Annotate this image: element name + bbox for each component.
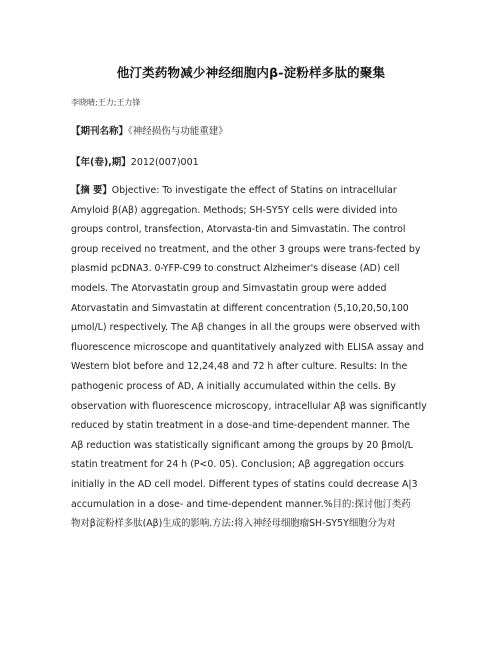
abstract-line: Aβ reduction was statistically significant among the groups by 20 βmol/L [71, 439, 413, 451]
year-label: 【年(卷),期】 [71, 157, 131, 168]
authors: 李晓晴;王力;王力锋 [71, 98, 141, 107]
abstract-line: models. The Atorvastatin group and Simvastatin group were added [71, 282, 387, 294]
journal-value: 《神经损伤与功能重建》 [128, 126, 228, 137]
abstract-line: accumulation in a dose- and time-dependent manner.%目的:探讨他汀类药 [71, 498, 411, 510]
year-field [71, 154, 199, 168]
abstract-line: Western blot before and 12,24,48 and 72 h after culture. Results: In the [71, 361, 408, 373]
abstract-line: fluorescence microscope and quantitatively analyzed with ELISA assay and [71, 341, 424, 353]
abstract-label: 【摘 要】 [71, 185, 112, 196]
abstract-line: μmol/L) respectively. The Aβ changes in all the groups were observed with [71, 322, 421, 334]
abstract-line: Atorvastatin and Simvastatin at different concentration (5,10,20,50,100 [71, 302, 409, 314]
year-value: 2012(007)001 [130, 157, 199, 168]
abstract-line: 【摘 要】Objective: To investigate the effect of Statins on intracellular [71, 185, 397, 196]
journal-label: 【期刊名称】 [71, 126, 129, 137]
abstract-line: reduced by statin treatment in a dose-and time-dependent manner. The [71, 420, 410, 432]
abstract-line: group received no treatment, and the other 3 groups were trans-fected by [71, 243, 421, 255]
paper-title: 他汀类药物减少神经细胞内β-淀粉样多肽的聚集 [116, 65, 386, 80]
journal-field [71, 123, 228, 137]
abstract-line: plasmid pcDNA3. 0-YFP-C99 to construct Alzheimer's disease (AD) cell [71, 263, 400, 275]
abstract-line: pathogenic process of AD, A initially accumulated within the cells. By [71, 380, 396, 392]
abstract-line: groups control, transfection, Atorvasta-tin and Simvastatin. The control [71, 224, 406, 236]
abstract-line: Amyloid β(Aβ) aggregation. Methods; SH-SY5Y cells were divided into [71, 204, 398, 216]
abstract-line: 物对β淀粉样多肽(Aβ)生成的影响.方法:将入神经母细胞瘤SH-SY5Y细胞分为对 [71, 518, 396, 530]
abstract-line: statin treatment for 24 h (P<0. 05). Conclusion; Aβ aggregation occurs [71, 459, 404, 471]
abstract [71, 181, 443, 534]
abstract-line: initially in the AD cell model. Different types of statins could decrease A|3 [71, 478, 418, 490]
abstract-line: observation with fluorescence microscopy, intracellular Aβ was significantly [71, 400, 427, 412]
